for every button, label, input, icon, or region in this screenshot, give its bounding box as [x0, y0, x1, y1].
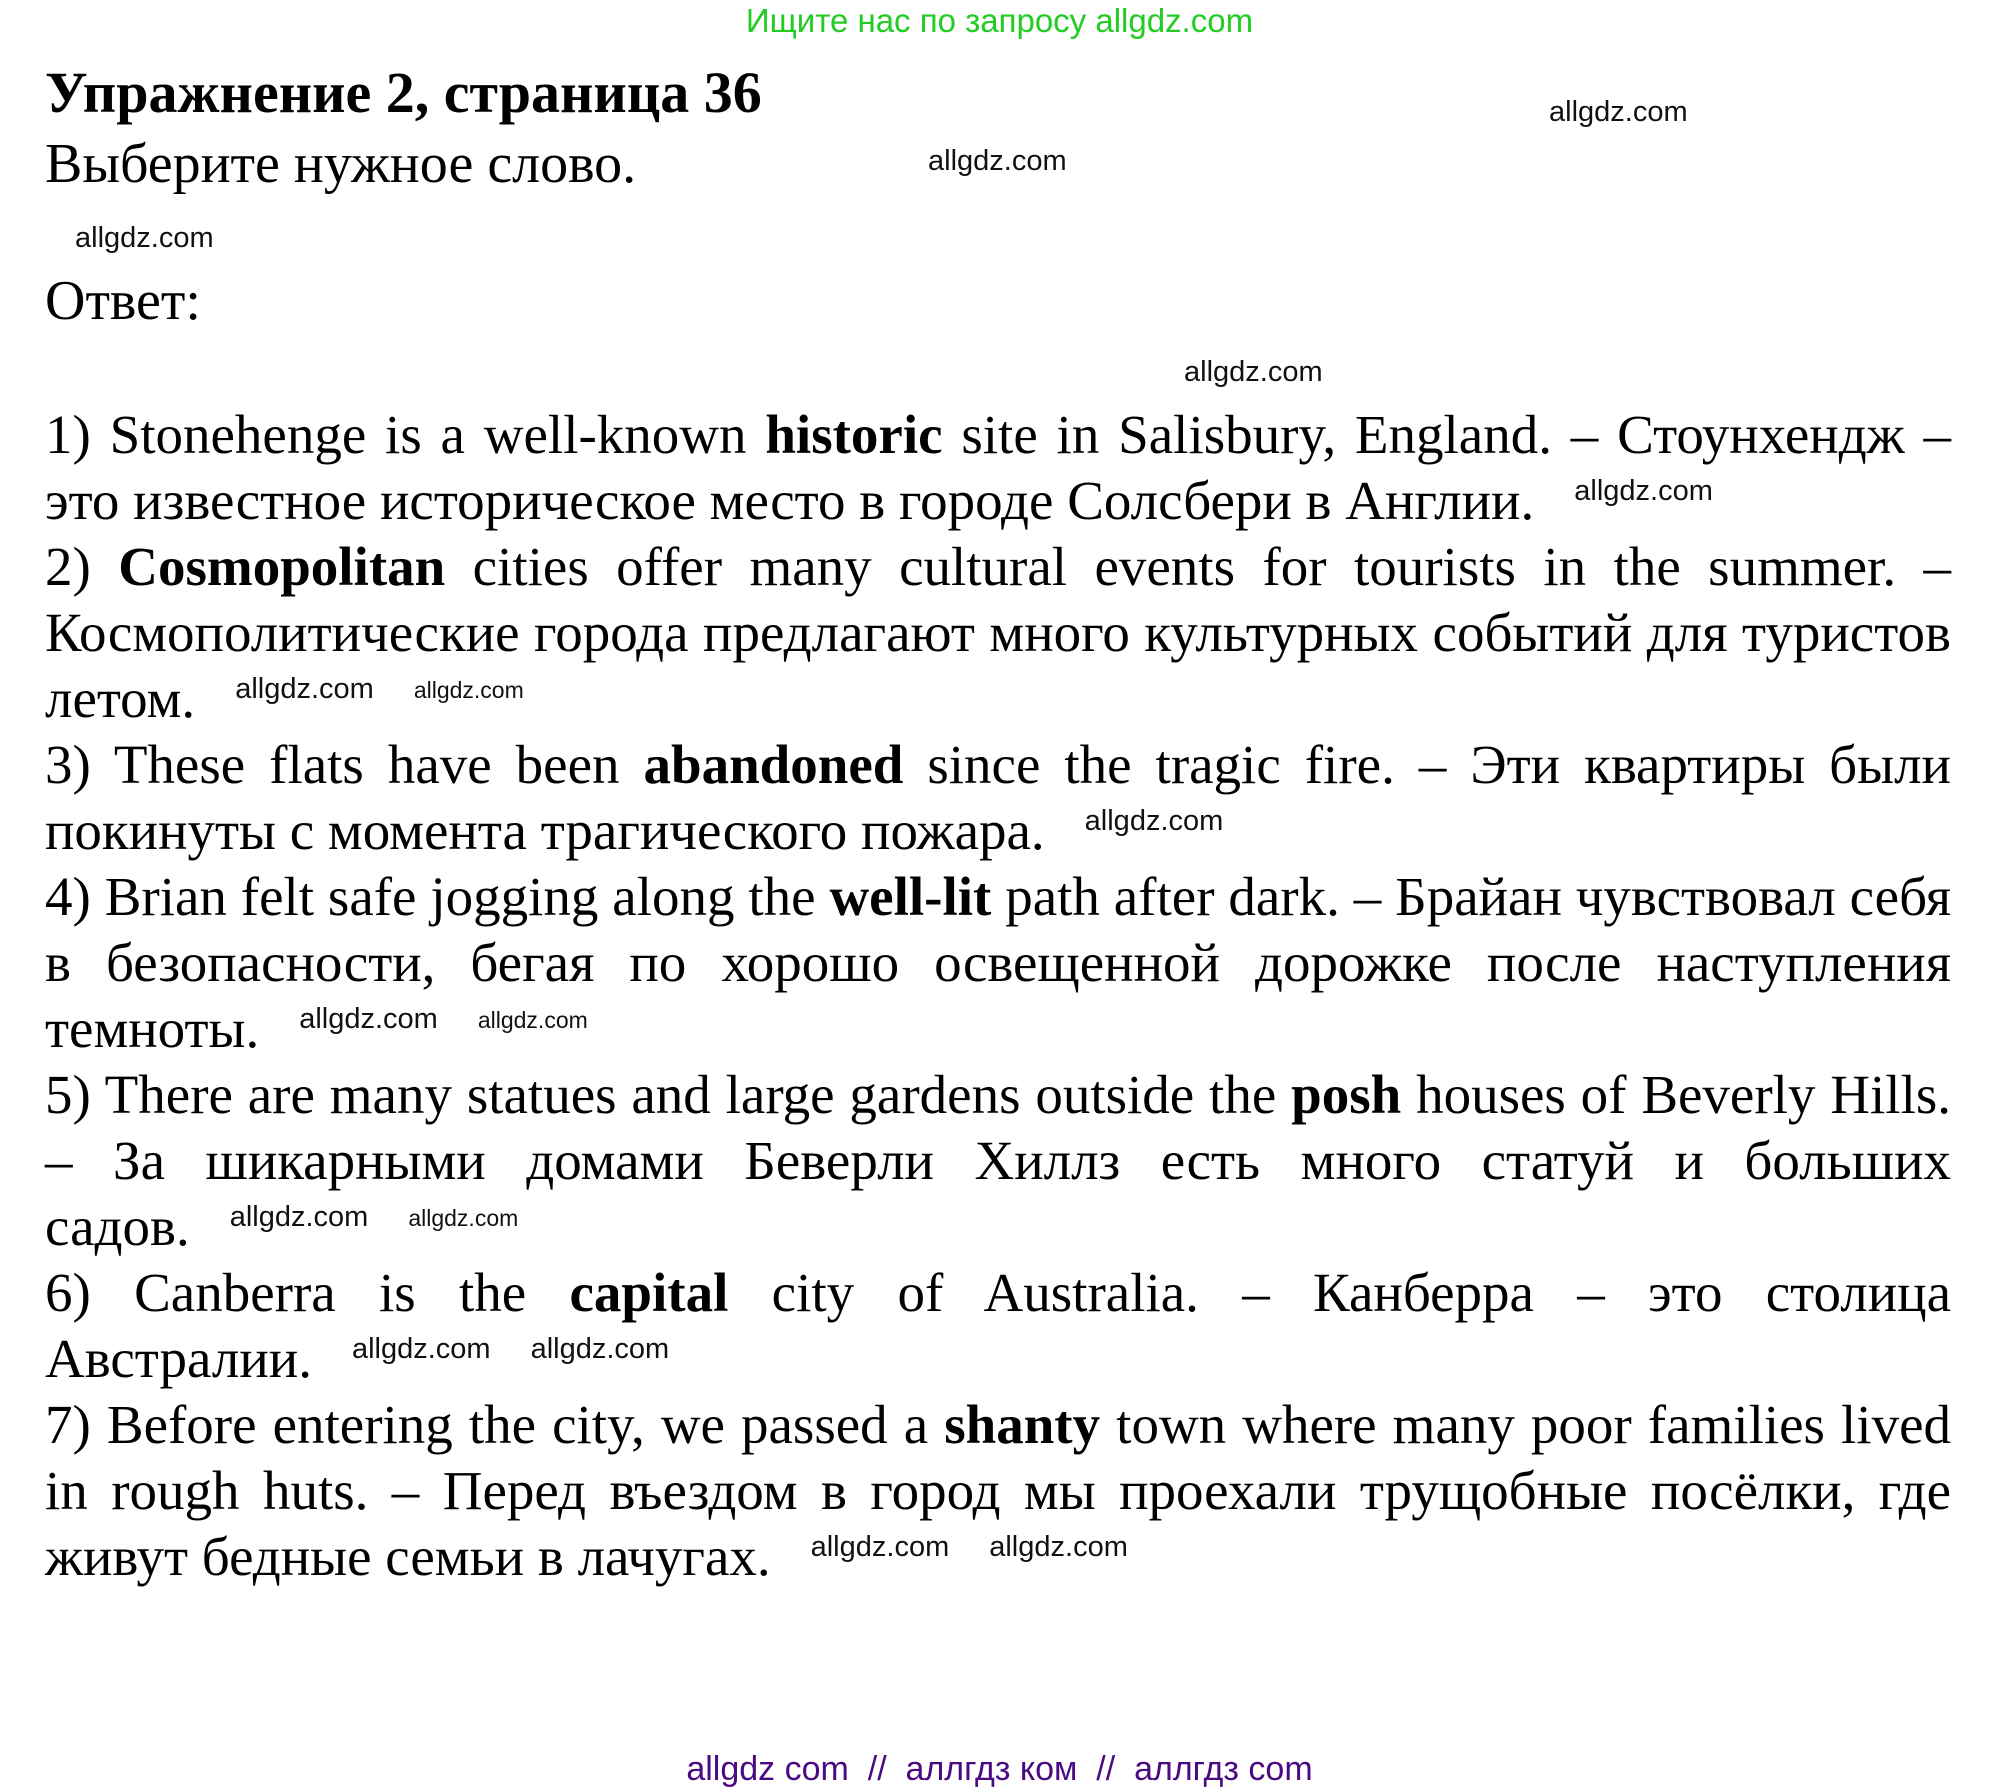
- answer-text: since the tragic fire. – Эти квартиры были покинуты с момента трагического пожара.: [45, 734, 1951, 861]
- watermark: allgdz.com: [1084, 804, 1224, 837]
- answer-text: 5) There are many statues and large gardens outside the: [45, 1064, 1292, 1125]
- watermark: allgdz.com: [989, 1530, 1128, 1563]
- answer-word: abandoned: [643, 734, 904, 795]
- answer-word: historic: [765, 404, 943, 465]
- watermark: allgdz.com: [810, 1530, 950, 1563]
- watermark: allgdz.com: [229, 1200, 369, 1233]
- answer-word: well-lit: [829, 866, 992, 927]
- answer-item: [45, 534, 1951, 732]
- answer-text: 6) Canberra is the: [45, 1262, 570, 1323]
- answer-text: 4) Brian felt safe jogging along the: [45, 866, 830, 927]
- watermark: allgdz.com: [235, 672, 374, 705]
- answer-item: [45, 1260, 1951, 1392]
- watermark: allgdz.com: [1184, 356, 1323, 388]
- task-instruction: Выберите нужное слово.: [45, 133, 637, 195]
- answer-text: 1) Stonehenge is a well-known: [45, 404, 766, 465]
- answer-text: city of Australia. – Канберра – это столица Австралии.: [45, 1262, 1951, 1389]
- answer-label: Ответ:: [45, 270, 201, 332]
- answer-text: cities offer many cultural events for tourists in the summer. – Космополитические города предлагают много культурных событий для туристов летом.: [45, 536, 1951, 729]
- site-links-footer[interactable]: allgdz com // аллгдз ком // аллгдз com: [686, 1750, 1313, 1788]
- answer-item: [45, 732, 1951, 864]
- answer-text: 2): [45, 536, 119, 597]
- answer-item: [45, 1392, 1951, 1590]
- answer-list: [45, 402, 1951, 1590]
- answer-item: [45, 864, 1951, 1062]
- watermark: allgdz.com: [1549, 96, 1688, 128]
- answer-text: houses of Beverly Hills. – За шикарными домами Беверли Хиллз есть много статуй и больших садов.: [45, 1064, 1952, 1257]
- answer-text: 3) These flats have been: [45, 734, 644, 795]
- answer-word: capital: [569, 1262, 729, 1323]
- watermark: allgdz.com: [75, 222, 214, 254]
- answer-text: town where many poor families lived in rough huts. – Перед въездом в город мы проехали трущобные посёлки, где живут бедные семьи в лачугах.: [45, 1394, 1952, 1587]
- exercise-heading: Упражнение 2, страница 36: [45, 60, 762, 125]
- watermark: allgdz.com: [413, 676, 524, 703]
- answer-text: site in Salisbury, England. – Стоунхендж – это известное историческое место в городе Солсбери в Англии.: [45, 404, 1951, 531]
- watermark: allgdz.com: [530, 1332, 670, 1365]
- answer-word: shanty: [944, 1394, 1101, 1455]
- answer-text: 7) Before entering the city, we passed a: [45, 1394, 945, 1455]
- answer-item: [45, 402, 1951, 534]
- search-banner: Ищите нас по запросу allgdz.com: [745, 2, 1254, 39]
- watermark: allgdz.com: [351, 1332, 491, 1365]
- answer-item: [45, 1062, 1951, 1260]
- answer-word: posh: [1291, 1064, 1402, 1125]
- watermark: allgdz.com: [1574, 474, 1713, 507]
- watermark: allgdz.com: [928, 145, 1067, 177]
- watermark: allgdz.com: [477, 1006, 588, 1033]
- answer-word: Cosmopolitan: [118, 536, 446, 597]
- watermark: allgdz.com: [299, 1002, 438, 1035]
- watermark: allgdz.com: [408, 1204, 519, 1231]
- answer-text: path after dark. – Брайан чувствовал себя в безопасности, бегая по хорошо освещенной дорожке после наступления темноты.: [45, 866, 1951, 1059]
